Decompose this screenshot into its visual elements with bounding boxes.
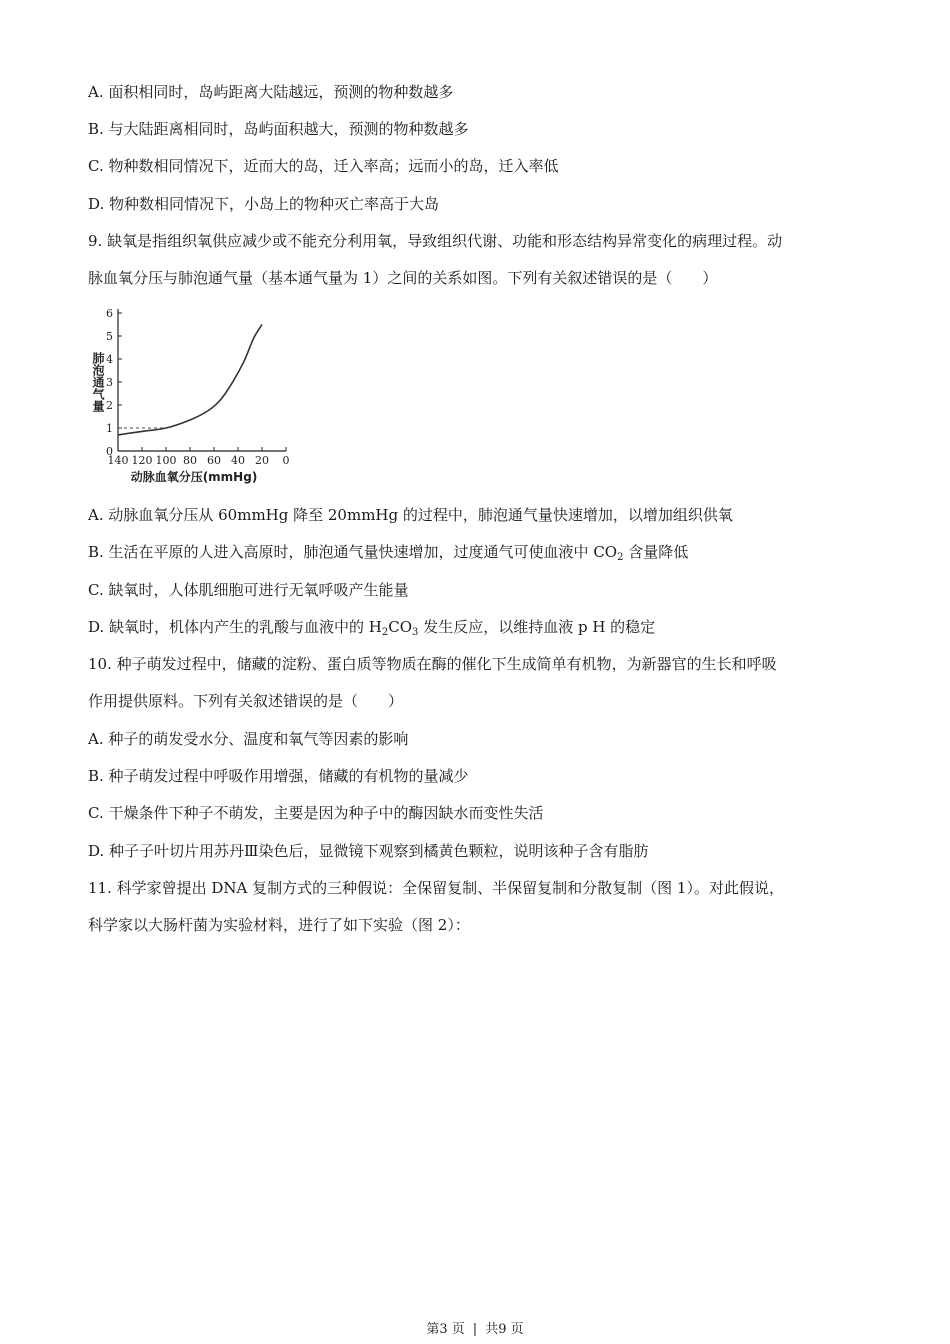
ventilation-chart bbox=[86, 305, 296, 490]
q8-option-d: D. 物种数相同情况下，小岛上的物种灭亡率高于大岛 bbox=[88, 195, 440, 213]
q10-option-c: C. 干燥条件下种子不萌发，主要是因为种子中的酶因缺水而变性失活 bbox=[88, 804, 544, 822]
q8-option-a: A. 面积相同时，岛屿距离大陆越远，预测的物种数越多 bbox=[88, 83, 454, 101]
x-tick-label: 80 bbox=[183, 454, 197, 467]
q9-option-d-subscript-1: 2 bbox=[381, 627, 389, 638]
q9-option-c: C. 缺氧时，人体肌细胞可进行无氧呼吸产生能量 bbox=[88, 581, 409, 599]
q8-option-b: B. 与大陆距离相同时，岛屿面积越大，预测的物种数越多 bbox=[88, 120, 469, 138]
x-tick-label: 100 bbox=[155, 454, 177, 467]
page-footer bbox=[0, 1322, 950, 1338]
q9-option-a: A. 动脉血氧分压从 60mmHg 降至 20mmHg 的过程中，肺泡通气量快速增加，以增加组织供氧 bbox=[88, 506, 733, 524]
q10-option-d: D. 种子子叶切片用苏丹Ⅲ染色后，显微镜下观察到橘黄色颗粒，说明该种子含有脂肪 bbox=[88, 842, 649, 860]
x-axis-label: 动脉血氧分压(mmHg) bbox=[130, 470, 258, 484]
q9-option-b-text-end: 含量降低 bbox=[623, 543, 689, 561]
y-tick-label: 4 bbox=[106, 353, 113, 366]
q9-stem-line1: 9. 缺氧是指组织氧供应减少或不能充分利用氧，导致组织代谢、功能和形态结构异常变化的病理过程。动 bbox=[88, 232, 783, 250]
y-axis-label: 肺泡通气量 bbox=[91, 352, 105, 412]
y-tick-label: 1 bbox=[106, 422, 113, 435]
q9-stem-line2: 脉血氧分压与肺泡通气量（基本通气量为 1）之间的关系如图。下列有关叙述错误的是（ ） bbox=[88, 269, 718, 287]
x-tick-label: 40 bbox=[231, 454, 245, 467]
y-tick-label: 3 bbox=[106, 376, 113, 389]
ventilation-curve bbox=[118, 325, 262, 435]
q9-option-d bbox=[88, 617, 655, 637]
y-tick-label: 6 bbox=[106, 307, 113, 320]
q9-option-d-subscript-2: 3 bbox=[412, 627, 419, 638]
q11-stem-line1: 11. 科学家曾提出 DNA 复制方式的三种假说：全保留复制、半保留复制和分散复制（图 1）。对此假说， bbox=[88, 879, 784, 897]
q9-option-d-formula: CO bbox=[388, 618, 413, 636]
q10-stem-line1: 10. 种子萌发过程中，储藏的淀粉、蛋白质等物质在酶的催化下生成简单有机物，为新器官的生长和呼吸 bbox=[88, 655, 777, 673]
x-tick-label: 60 bbox=[207, 454, 221, 467]
q9-option-d-text-end: 发生反应，以维持血液 p H 的稳定 bbox=[418, 618, 656, 636]
q9-option-b bbox=[88, 542, 688, 562]
page-total: 共9 页 bbox=[485, 1322, 524, 1337]
q10-stem-line2: 作用提供原料。下列有关叙述错误的是（ ） bbox=[88, 692, 404, 710]
footer-separator: | bbox=[472, 1322, 478, 1337]
q11-stem-line2: 科学家以大肠杆菌为实验材料，进行了如下实验（图 2）： bbox=[88, 916, 470, 934]
y-tick-label: 5 bbox=[106, 330, 113, 343]
q8-option-c: C. 物种数相同情况下，近而大的岛，迁入率高；远而小的岛，迁入率低 bbox=[88, 157, 559, 175]
x-tick-label: 20 bbox=[255, 454, 269, 467]
q10-option-b: B. 种子萌发过程中呼吸作用增强，储藏的有机物的量减少 bbox=[88, 767, 469, 785]
y-tick-label: 0 bbox=[106, 445, 113, 458]
q9-option-b-subscript: 2 bbox=[617, 552, 624, 563]
ventilation-chart-svg bbox=[86, 305, 296, 490]
q10-option-a: A. 种子的萌发受水分、温度和氧气等因素的影响 bbox=[88, 730, 409, 748]
x-tick-label: 140 bbox=[107, 454, 129, 467]
y-tick-label: 2 bbox=[106, 399, 113, 412]
q9-option-b-text: B. 生活在平原的人进入高原时，肺泡通气量快速增加，过度通气可使血液中 CO bbox=[88, 543, 618, 561]
x-tick-label: 0 bbox=[282, 454, 290, 467]
q9-option-d-text: D. 缺氧时，机体内产生的乳酸与血液中的 H bbox=[88, 618, 382, 636]
x-tick-label: 120 bbox=[131, 454, 153, 467]
page-number: 第3 页 bbox=[426, 1322, 465, 1337]
